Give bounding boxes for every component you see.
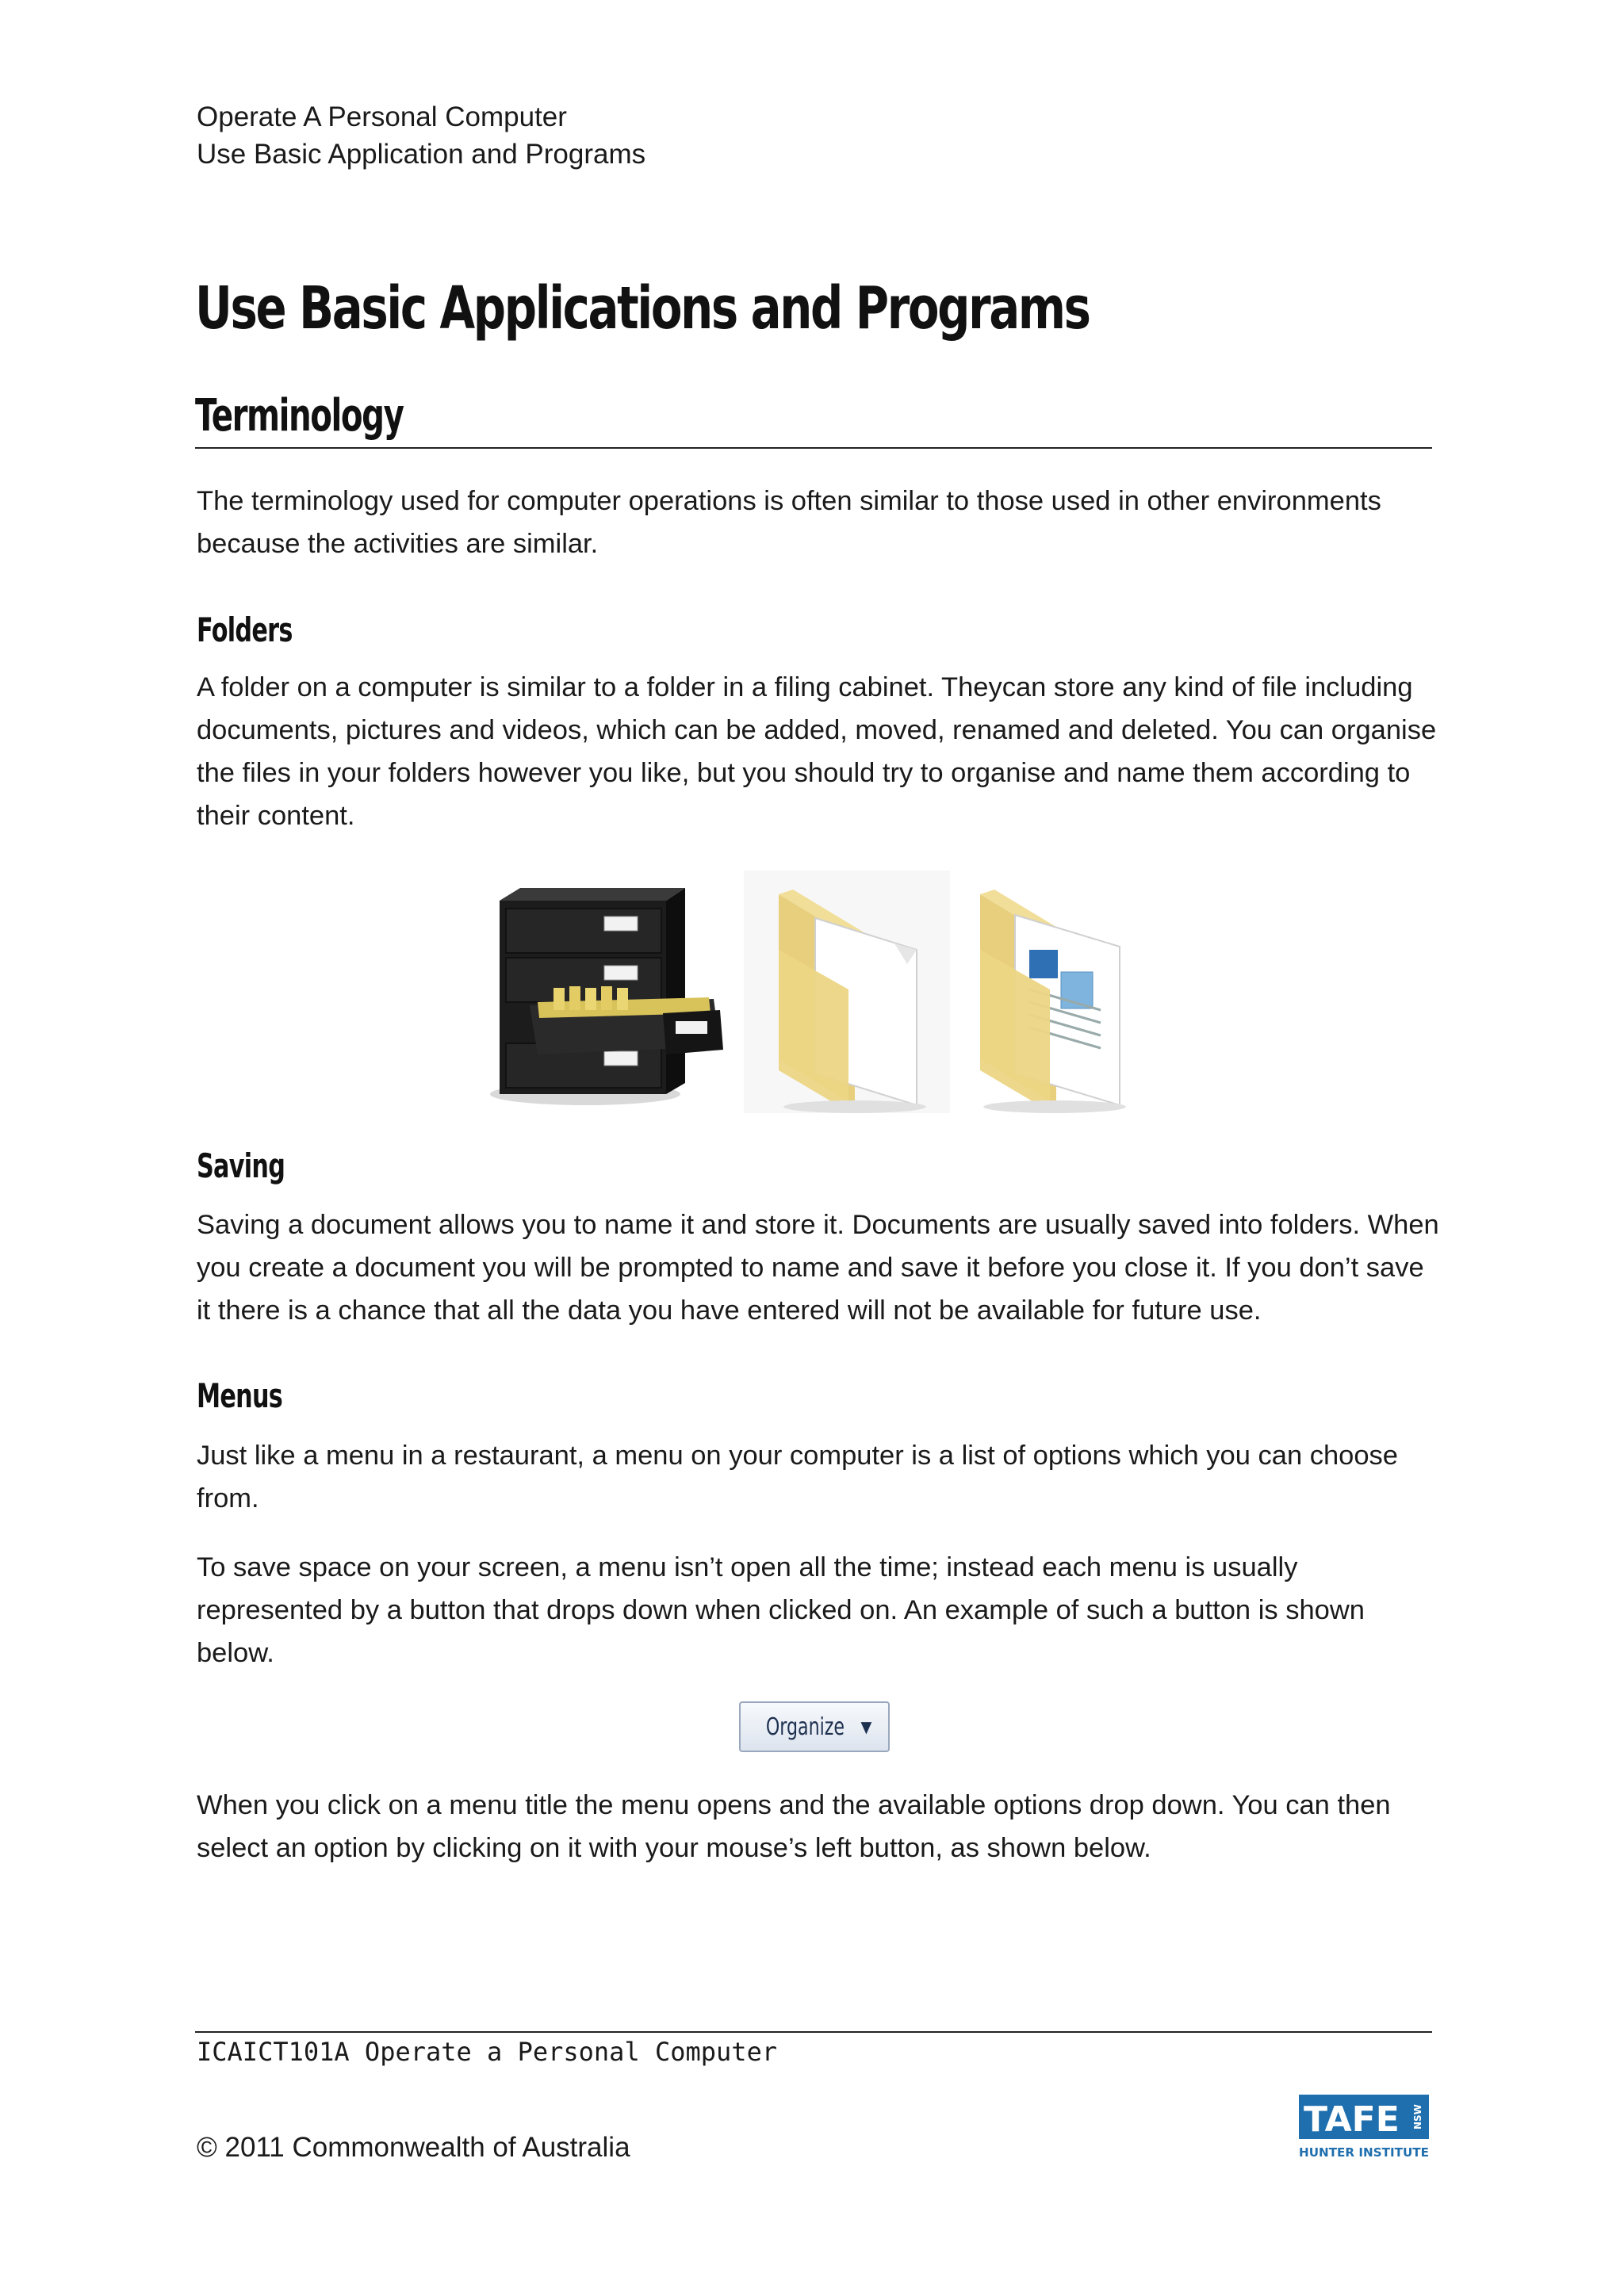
header-line-1: Operate A Personal Computer bbox=[197, 101, 567, 132]
organize-menu-button[interactable] bbox=[739, 1701, 890, 1752]
menus-text-1: Just like a menu in a restaurant, a menu on your computer is a list of options which you can choose from. bbox=[197, 1441, 1398, 1513]
menus-text-2: To save space on your screen, a menu isn’t open all the time; instead each menu is usually represented by a button that drops down when clicked on. An example of such a button is shown below. bbox=[197, 1552, 1365, 1668]
logo-tag: NSW bbox=[1412, 2104, 1423, 2130]
running-header bbox=[197, 98, 645, 173]
footer-copyright: © 2011 Commonwealth of Australia bbox=[197, 2132, 630, 2163]
menus-text-3: When you click on a menu title the menu opens and the available options drop down. You can then select an option by clicking on it with your mouse’s left button, as shown below. bbox=[197, 1790, 1391, 1863]
saving-heading: Saving bbox=[197, 1146, 285, 1185]
footer-course: ICAICT101A Operate a Personal Computer bbox=[197, 2037, 778, 2067]
folders-illustration bbox=[482, 871, 1148, 1113]
logo-sub: HUNTER INSTITUTE bbox=[1299, 2145, 1429, 2160]
terminology-heading: Terminology bbox=[195, 390, 404, 442]
footer-rule bbox=[195, 2031, 1432, 2033]
saving-text: Saving a document allows you to name it and store it. Documents are usually saved into folders. When you create a document you will be prompted to name and save it before you close it. If you don’t save it there is a chance that all the data you have entered will not be available for future use. bbox=[197, 1210, 1439, 1326]
folders-text: A folder on a computer is similar to a folder in a filing cabinet. Theycan store any kind of file including documents, pictures and videos, which can be added, moved, renamed and deleted. You can organise the files in your folders however you like, but you should try to organise and name them according to their content. bbox=[197, 672, 1437, 831]
tafe-logo bbox=[1297, 2093, 1431, 2160]
terminology-rule bbox=[195, 447, 1432, 449]
organize-button-label: Organize bbox=[765, 1712, 845, 1741]
header-line-2: Use Basic Application and Programs bbox=[197, 139, 646, 170]
folder-icon bbox=[744, 871, 950, 1113]
folders-heading: Folders bbox=[197, 610, 293, 649]
terminology-intro: The terminology used for computer operations is often similar to those used in other environments because the activities are similar. bbox=[197, 486, 1381, 559]
logo-text: TAFE bbox=[1304, 2099, 1400, 2140]
dropdown-caret-icon: ▼ bbox=[860, 1717, 872, 1736]
page-title: Use Basic Applications and Programs bbox=[195, 274, 1090, 342]
menus-heading: Menus bbox=[197, 1376, 283, 1415]
